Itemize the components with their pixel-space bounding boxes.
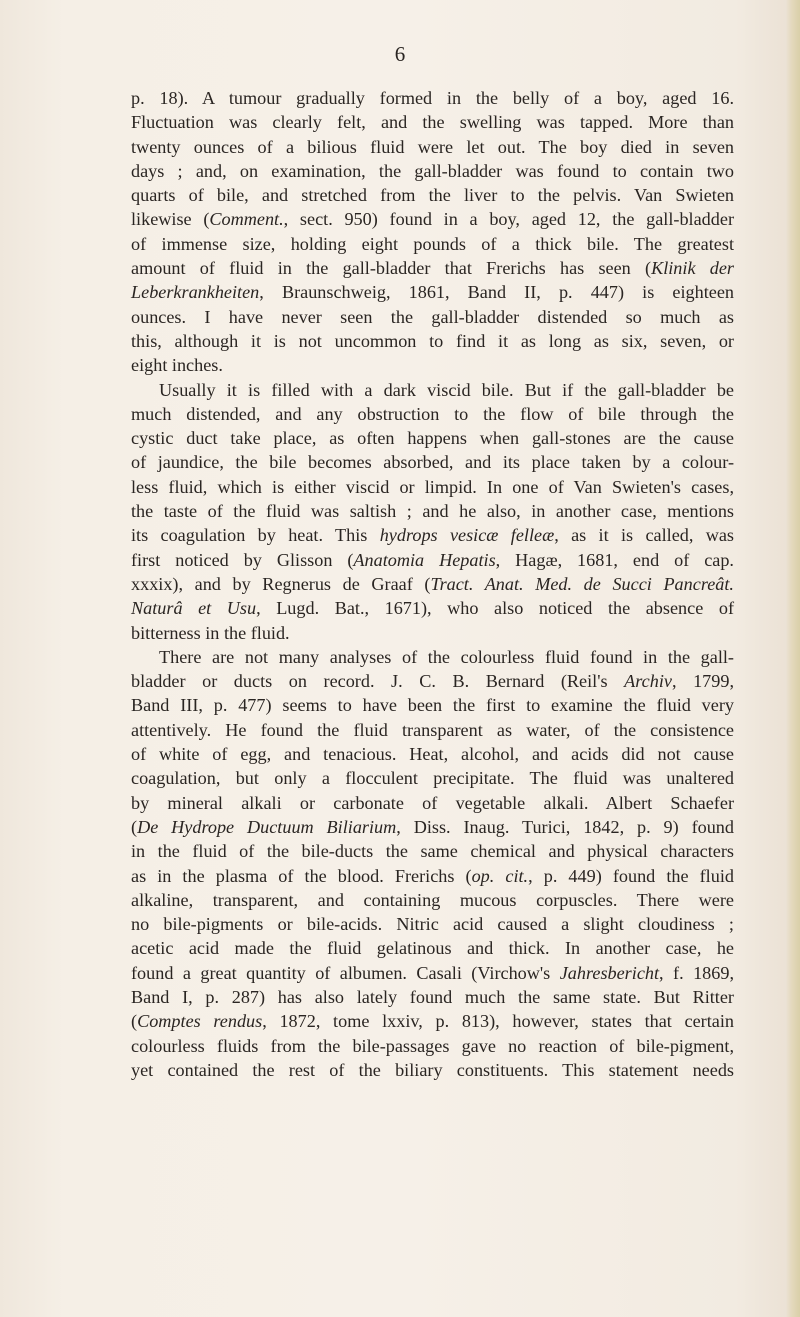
text-line: [131, 305, 734, 329]
text-line: [131, 936, 734, 960]
text-segment: yet contained the rest of the biliary constituents. This statement needs: [131, 1059, 734, 1080]
text-line: [131, 183, 734, 207]
text-segment: first noticed by Glisson (: [131, 549, 354, 570]
text-segment: twenty ounces of a bilious fluid were let out. The boy died in seven: [131, 136, 734, 157]
text-line: [131, 135, 734, 159]
text-segment: eight inches.: [131, 355, 223, 376]
text-segment: amount of fluid in the gall-bladder that Frerichs has seen (: [131, 258, 652, 279]
text-line: [131, 888, 734, 912]
text-segment: , Diss. Inaug. Turici, 1842, p. 9) found: [396, 816, 734, 837]
text-segment: in the fluid of the bile-ducts the same chemical and physical characters: [131, 841, 734, 862]
text-segment: by mineral alkali or carbonate of vegetable alkali. Albert Schaefer: [131, 792, 734, 813]
text-segment: There are not many analyses of the colourless fluid found in the gall-: [159, 646, 734, 667]
text-line: [131, 1009, 734, 1033]
text-line: [131, 864, 734, 888]
italic-text: Jahresbericht: [559, 962, 660, 983]
text-segment: attentively. He found the fluid transparent as water, of the consistence: [131, 719, 734, 740]
italic-text: Anatomia Hepatis: [353, 549, 496, 570]
text-line: [131, 621, 734, 645]
text-line: [131, 693, 734, 717]
text-line: [131, 766, 734, 790]
text-segment: , as it is called, was: [554, 525, 735, 546]
text-segment: of immense size, holding eight pounds of a thick bile. The greatest: [131, 233, 734, 254]
text-line: [131, 1034, 734, 1058]
text-segment: , 1799,: [671, 671, 734, 692]
text-segment: Band I, p. 287) has also lately found much the same state. But Ritter: [131, 986, 734, 1007]
text-segment: coagulation, but only a flocculent precipitate. The fluid was unaltered: [131, 768, 734, 789]
text-line: [131, 572, 734, 596]
italic-text: Comment.: [209, 209, 284, 230]
text-segment: bladder or ducts on record. J. C. B. Bernard (Reil's: [131, 671, 625, 692]
text-segment: , f. 1869,: [659, 962, 734, 983]
page-number: 6: [394, 42, 406, 66]
text-segment: this, although it is not uncommon to find it as long as six, seven, or: [131, 330, 734, 351]
text-segment: (: [131, 816, 138, 837]
italic-text: hydrops vesicæ felleæ: [379, 525, 555, 546]
text-line: [131, 159, 734, 183]
text-segment: ounces. I have never seen the gall-bladder distended so much as: [131, 306, 734, 327]
text-line: [131, 718, 734, 742]
text-line: [131, 450, 734, 474]
body-text: [131, 86, 734, 1082]
text-segment: Fluctuation was clearly felt, and the swelling was tapped. More than: [131, 112, 734, 133]
text-line: [131, 402, 734, 426]
text-segment: found a great quantity of albumen. Casali (Virchow's: [131, 962, 560, 983]
text-segment: much distended, and any obstruction to the flow of bile through the: [131, 403, 734, 424]
text-line: [131, 110, 734, 134]
text-line: [131, 839, 734, 863]
text-segment: days ; and, on examination, the gall-bladder was found to contain two: [131, 160, 734, 181]
text-segment: Band III, p. 477) seems to have been the first to examine the fluid very: [131, 695, 734, 716]
text-line: [131, 329, 734, 353]
text-line: [131, 669, 734, 693]
text-segment: (: [131, 1011, 138, 1032]
italic-text: De Hydrope Ductuum Biliarium: [137, 816, 397, 837]
text-segment: p. 18). A tumour gradually formed in the belly of a boy, aged 16.: [131, 88, 734, 108]
page-edge: [786, 0, 800, 1317]
text-segment: as in the plasma of the blood. Frerichs (: [131, 865, 472, 886]
text-segment: quarts of bile, and stretched from the liver to the pelvis. Van Swieten: [131, 185, 734, 206]
text-line: [131, 791, 734, 815]
text-line: [131, 985, 734, 1009]
text-line: [131, 207, 734, 231]
text-segment: xxxix), and by Regnerus de Graaf (: [131, 573, 431, 594]
text-line: [131, 548, 734, 572]
text-segment: of white of egg, and tenacious. Heat, alcohol, and acids did not cause: [131, 744, 734, 765]
text-line: [131, 475, 734, 499]
text-segment: , Lugd. Bat., 1671), who also noticed the absence of: [256, 598, 734, 619]
text-segment: likewise (: [131, 209, 210, 230]
text-line: [131, 912, 734, 936]
text-segment: its coagulation by heat. This: [131, 525, 380, 546]
italic-text: Leberkrankheiten: [131, 282, 260, 303]
text-line: [131, 353, 734, 377]
text-segment: bitterness in the fluid.: [131, 622, 290, 643]
text-line: [131, 742, 734, 766]
text-segment: , Hagæ, 1681, end of cap.: [495, 549, 734, 570]
italic-text: op. cit.: [471, 865, 529, 886]
text-segment: less fluid, which is either viscid or limpid. In one of Van Swieten's cases,: [131, 476, 734, 497]
italic-text: Tract. Anat. Med. de Succi Pancreât.: [430, 573, 734, 594]
italic-text: Klinik der: [651, 258, 734, 279]
italic-text: Naturâ et Usu: [131, 598, 257, 619]
text-segment: of jaundice, the bile becomes absorbed, and its place taken by a colour-: [131, 452, 734, 473]
text-line: [131, 815, 734, 839]
text-line: [131, 596, 734, 620]
text-line: [131, 645, 734, 669]
text-segment: , 1872, tome lxxiv, p. 813), however, states that certain: [262, 1011, 734, 1032]
text-segment: no bile-pigments or bile-acids. Nitric acid caused a slight cloudiness ;: [131, 914, 734, 935]
text-line: [131, 1058, 734, 1082]
text-line: [131, 378, 734, 402]
text-line: [131, 961, 734, 985]
text-segment: , sect. 950) found in a boy, aged 12, the gall-bladder: [283, 209, 734, 230]
text-segment: colourless fluids from the bile-passages gave no reaction of bile-pigment,: [131, 1035, 734, 1056]
text-line: [131, 426, 734, 450]
text-line: [131, 280, 734, 304]
text-segment: cystic duct take place, as often happens when gall-stones are the cause: [131, 428, 734, 449]
text-line: [131, 499, 734, 523]
text-line: [131, 256, 734, 280]
text-segment: , Braunschweig, 1861, Band II, p. 447) is eighteen: [259, 282, 734, 303]
text-segment: Usually it is filled with a dark viscid bile. But if the gall-bladder be: [159, 379, 734, 400]
text-line: [131, 232, 734, 256]
text-segment: the taste of the fluid was saltish ; and he also, in another case, mentions: [131, 501, 734, 522]
italic-text: Archiv: [624, 671, 672, 692]
italic-text: Comptes rendus: [137, 1011, 263, 1032]
text-line: [131, 86, 734, 110]
text-segment: , p. 449) found the fluid: [528, 865, 734, 886]
text-segment: alkaline, transparent, and containing mucous corpuscles. There were: [131, 889, 734, 910]
text-line: [131, 523, 734, 547]
text-segment: acetic acid made the fluid gelatinous and thick. In another case, he: [131, 938, 734, 959]
